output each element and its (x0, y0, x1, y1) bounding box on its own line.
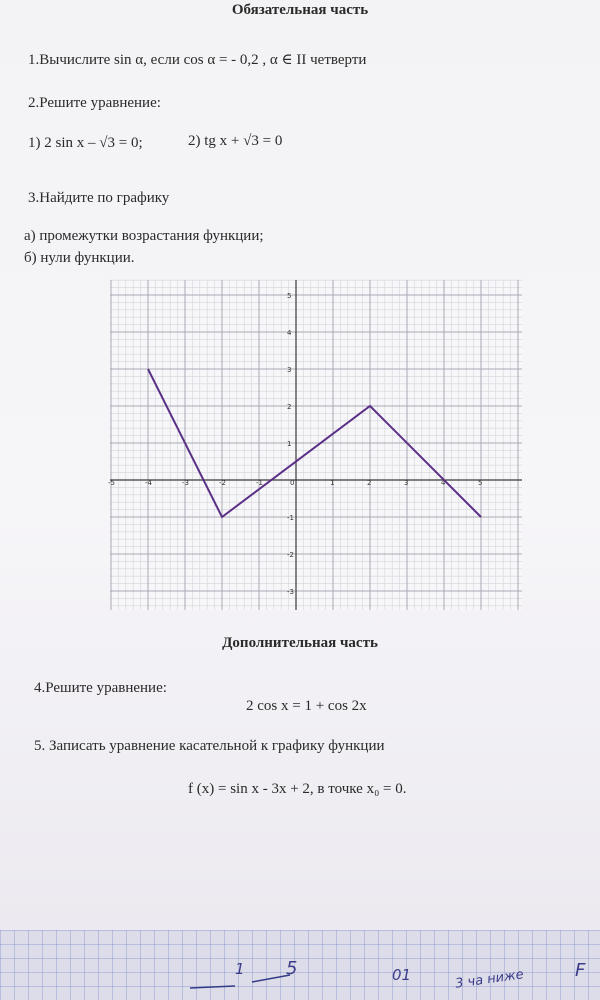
y-tick-label: 4 (287, 329, 292, 337)
handwritten-mark-4: 3 ча ниже (454, 967, 525, 992)
section-title-additional: Дополнительная часть (222, 635, 378, 651)
x-tick-label: -1 (256, 479, 263, 487)
y-tick-label: 5 (287, 292, 292, 300)
task5-equation: f (x) = sin x - 3x + 2, в точке x₀ = 0. (188, 781, 407, 797)
x-tick-label: 1 (330, 479, 335, 487)
handwritten-mark-1: 1 (235, 960, 245, 978)
handwritten-mark-2: 5 (286, 958, 298, 979)
task1-text: 1.Вычислите sin α, если cos α = - 0,2 , α ∈ II четверти (28, 52, 367, 68)
x-tick-label: 4 (441, 479, 446, 487)
x-tick-label: 5 (478, 479, 483, 487)
notebook-page (0, 930, 600, 1000)
x-tick-label: -2 (219, 479, 226, 487)
function-graph (110, 280, 522, 610)
x-tick-label: 2 (367, 479, 372, 487)
handwritten-mark-3: 01 (392, 966, 412, 984)
y-tick-label: -1 (287, 514, 294, 522)
y-tick-label: 1 (287, 440, 292, 448)
y-tick-label: 2 (287, 403, 292, 411)
x-tick-label: -5 (108, 479, 115, 487)
x-tick-label: 0 (290, 479, 295, 487)
handwriting-strokes (0, 930, 600, 1000)
task4-title: 4.Решите уравнение: (34, 680, 167, 696)
task2-title: 2.Решите уравнение: (28, 95, 161, 111)
section-title-required: Обязательная часть (231, 2, 369, 18)
task2-equation-1: 1) 2 sin x – √3 = 0; (28, 135, 143, 151)
task3-item-b: б) нули функции. (24, 250, 135, 266)
x-tick-label: -4 (145, 479, 152, 487)
task4-equation: 2 cos x = 1 + cos 2x (246, 698, 367, 714)
graph-background (110, 280, 522, 610)
handwritten-mark-5: F (575, 960, 586, 981)
task3-item-a: а) промежутки возрастания функции; (24, 228, 264, 244)
task3-title: 3.Найдите по графику (28, 190, 170, 206)
y-tick-label: 3 (287, 366, 292, 374)
y-tick-label: -2 (287, 551, 294, 559)
task2-equation-2: 2) tg x + √3 = 0 (188, 133, 283, 149)
x-tick-label: -3 (182, 479, 189, 487)
x-tick-label: 3 (404, 479, 409, 487)
task5-title: 5. Записать уравнение касательной к графику функции (34, 738, 385, 754)
y-tick-label: -3 (287, 588, 294, 596)
